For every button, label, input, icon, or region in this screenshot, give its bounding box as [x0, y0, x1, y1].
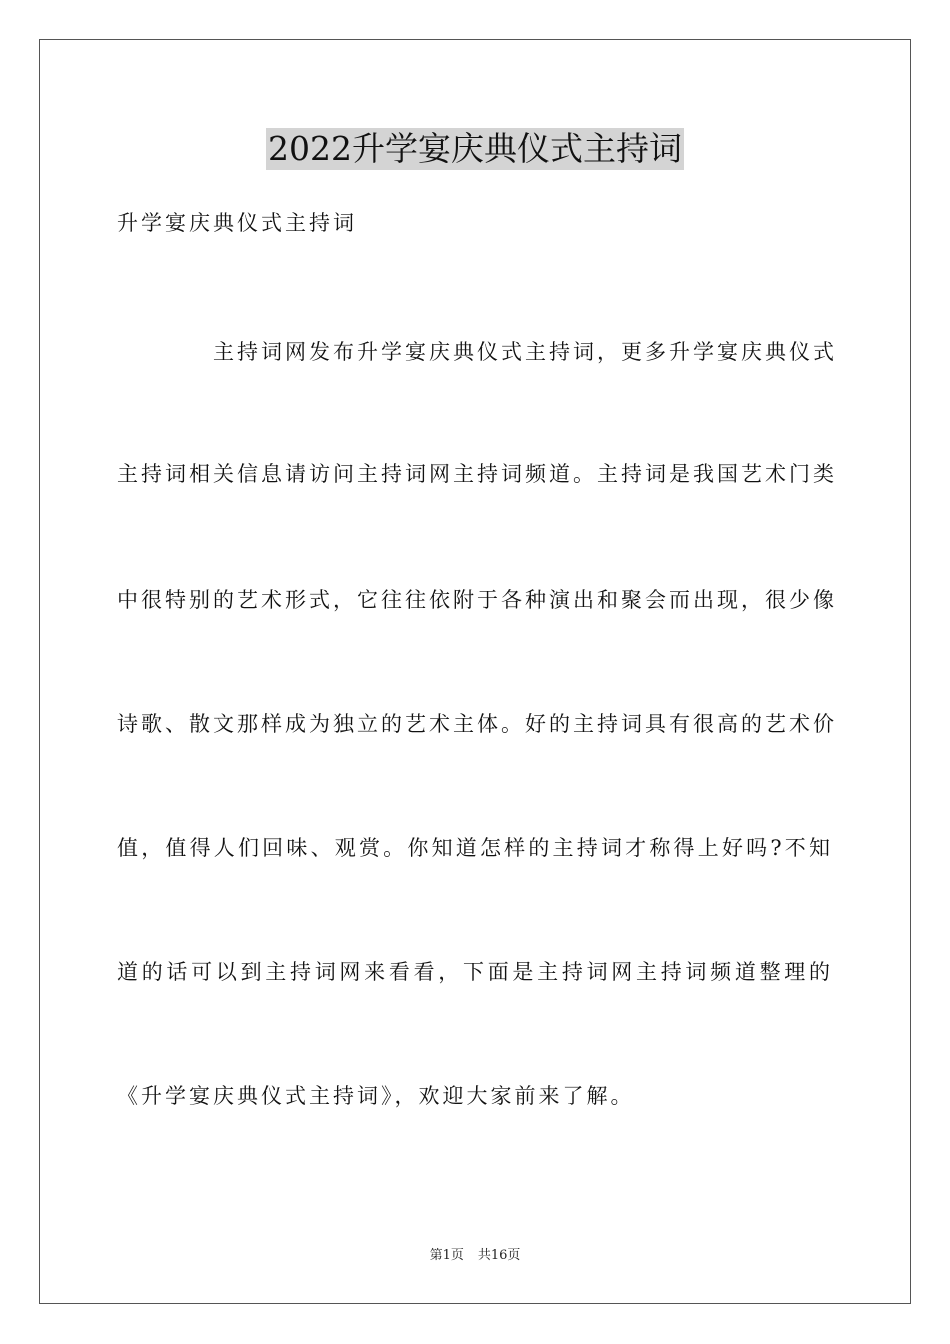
paragraph-line: 《升学宴庆典仪式主持词》，欢迎大家前来了解。: [117, 1084, 635, 1108]
document-subtitle: 升学宴庆典仪式主持词: [117, 211, 357, 235]
paragraph-line: 主持词网发布升学宴庆典仪式主持词，更多升学宴庆典仪式: [213, 340, 837, 364]
page-number: 第1页: [429, 1248, 464, 1263]
title-container: [0, 128, 950, 170]
page-footer: [0, 1247, 950, 1265]
paragraph-line: 中很特别的艺术形式，它往往依附于各种演出和聚会而出现，很少像: [117, 588, 837, 612]
paragraph-line: 主持词相关信息请访问主持词网主持词频道。主持词是我国艺术门类: [117, 462, 837, 486]
paragraph-line: 道的话可以到主持词网来看看，下面是主持词网主持词频道整理的: [117, 960, 833, 984]
paragraph-line: 值，值得人们回味、观赏。你知道怎样的主持词才称得上好吗?不知: [117, 836, 833, 860]
page-total: 共16页: [477, 1248, 521, 1263]
paragraph-line: 诗歌、散文那样成为独立的艺术主体。好的主持词具有很高的艺术价: [117, 712, 837, 736]
document-title: 2022升学宴庆典仪式主持词: [268, 129, 682, 168]
